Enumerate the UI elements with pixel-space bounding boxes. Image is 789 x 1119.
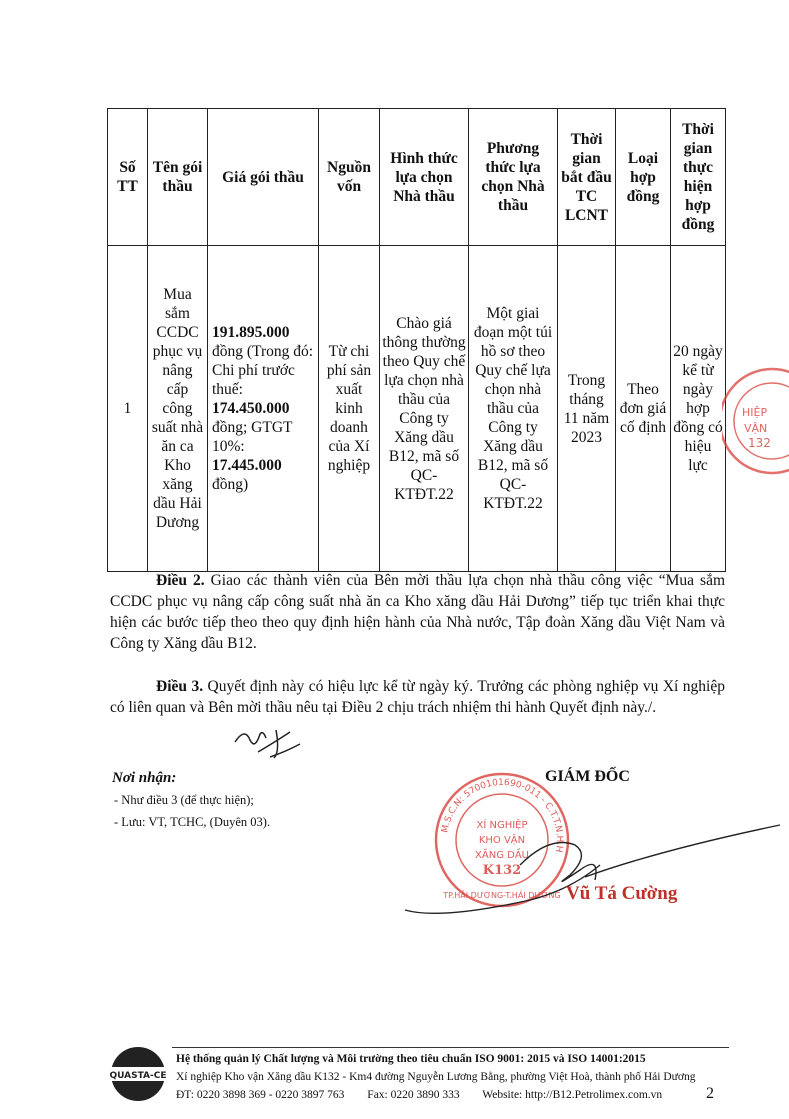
price-text-1: đồng (Trong đó: Chi phí trước thuế: — [212, 343, 314, 398]
partial-stamp-icon — [722, 356, 789, 486]
price-total: 191.895.000 — [212, 324, 290, 341]
footer-divider — [172, 1047, 729, 1048]
recipient-item: - Như điều 3 (để thực hiện); — [114, 793, 254, 807]
initials-signature-icon — [230, 722, 310, 762]
header-gia-goi-thau: Giá gói thầu — [208, 109, 319, 246]
article-3-text: Quyết định này có hiệu lực kể từ ngày ký. Trưởng các phòng nghiệp vụ Xí nghiệp có liên quan và Bên mời thầu nêu tại Điều 2 chịu trách nhiệm thi hành Quyết định này./. — [110, 678, 725, 716]
recipient-item: - Lưu: VT, TCHC, (Duyên 03). — [114, 815, 271, 829]
footer-phone: ĐT: 0220 3898 369 - 0220 3897 763 — [176, 1089, 345, 1101]
stamp-line-3: XĂNG DẦU — [475, 850, 529, 861]
cell-thoi-gian-thuc-hien: 20 ngày kể từ ngày hợp đồng có hiệu lực — [671, 246, 726, 572]
header-phuong-thuc: Phương thức lựa chọn Nhà thầu — [469, 109, 558, 246]
svg-text:VẬN: VẬN — [744, 422, 768, 435]
header-loai-hop-dong: Loại hợp đồng — [616, 109, 671, 246]
header-thoi-gian-bat-dau: Thời gian bắt đầu TC LCNT — [558, 109, 616, 246]
cell-ten-goi-thau: Mua sắm CCDC phục vụ nâng cấp công suất nhà ăn ca Kho xăng dầu Hải Dương — [148, 246, 208, 572]
cell-nguon-von: Từ chi phí sản xuất kinh doanh của Xí nghiệp — [319, 246, 380, 572]
footer-address: Xí nghiệp Kho vận Xăng dầu K132 - Km4 đường Nguyễn Lương Bằng, phường Việt Hoà, thành phố Hải Dương — [176, 1071, 696, 1083]
director-name: Vũ Tá Cường — [566, 883, 678, 904]
article-2 — [110, 570, 725, 654]
stamp-line-1: XÍ NGHIỆP — [476, 820, 528, 831]
price-text-3: đồng) — [212, 476, 249, 493]
cell-hinh-thuc: Chào giá thông thường theo Quy chế lựa chọn nhà thầu của Công ty Xăng dầu B12, mã số QC-KTĐT.22 — [380, 246, 469, 572]
quasta-logo-icon — [108, 1044, 168, 1104]
article-2-label: Điều 2. — [156, 572, 205, 589]
footer-website: Website: http://B12.Petrolimex.com.vn — [482, 1089, 663, 1101]
page-number: 2 — [706, 1085, 714, 1102]
bidding-table — [107, 108, 726, 572]
footer-fax: Fax: 0220 3890 333 — [367, 1089, 460, 1101]
svg-text:132: 132 — [748, 436, 771, 450]
director-title: GIÁM ĐỐC — [545, 768, 630, 785]
price-vat: 17.445.000 — [212, 457, 282, 474]
cell-loai-hop-dong: Theo đơn giá cố định — [616, 246, 671, 572]
logo-text: QUASTA-CE — [109, 1071, 167, 1081]
footer-contacts — [176, 1089, 682, 1101]
cell-phuong-thuc: Một giai đoạn một túi hồ sơ theo Quy chế lựa chọn nhà thầu của Công ty Xăng dầu B12, mã số QC-KTĐT.22 — [469, 246, 558, 572]
footer-iso-line: Hệ thống quản lý Chất lượng và Môi trường theo tiêu chuẩn ISO 9001: 2015 và ISO 14001:2015 — [176, 1053, 646, 1065]
stamp-bottom-text: TP.HẢI DƯƠNG-T.HẢI DƯƠNG — [443, 891, 561, 900]
cell-thoi-gian-bat-dau: Trong tháng 11 năm 2023 — [558, 246, 616, 572]
price-pretax: 174.450.000 — [212, 400, 290, 417]
header-hinh-thuc: Hình thức lựa chọn Nhà thầu — [380, 109, 469, 246]
cell-stt: 1 — [108, 246, 148, 572]
stamp-line-2: KHO VẬN — [478, 835, 526, 846]
header-nguon-von: Nguồn vốn — [319, 109, 380, 246]
header-thoi-gian-thuc-hien: Thời gian thực hiện hợp đồng — [671, 109, 726, 246]
article-3 — [110, 676, 725, 718]
article-2-text: Giao các thành viên của Bên mời thầu lựa chọn nhà thầu công việc “Mua sắm CCDC phục vụ nâng cấp công suất nhà ăn ca Kho xăng dầu Hải Dương” tiếp tục triển khai thực hiện các bước tiếp theo theo quy định hiện hành của Nhà nước, Tập đoàn Xăng dầu Việt Nam và Công ty Xăng dầu B12. — [110, 572, 726, 652]
table-header-row — [108, 109, 726, 246]
table-row — [108, 246, 726, 572]
price-text-2: đồng; GTGT 10%: — [212, 419, 293, 455]
recipients-title: Nơi nhận: — [112, 770, 177, 786]
svg-text:HIỆP: HIỆP — [742, 406, 768, 419]
article-3-label: Điều 3. — [156, 678, 204, 695]
stamp-ring-text: M.S.C.N: 5700101690-011 - C.T.T.N.H.H — [440, 777, 565, 853]
header-stt: Số TT — [108, 109, 148, 246]
stamp-line-4: K132 — [482, 863, 522, 878]
header-ten-goi-thau: Tên gói thầu — [148, 109, 208, 246]
cell-gia-goi-thau — [208, 246, 319, 572]
